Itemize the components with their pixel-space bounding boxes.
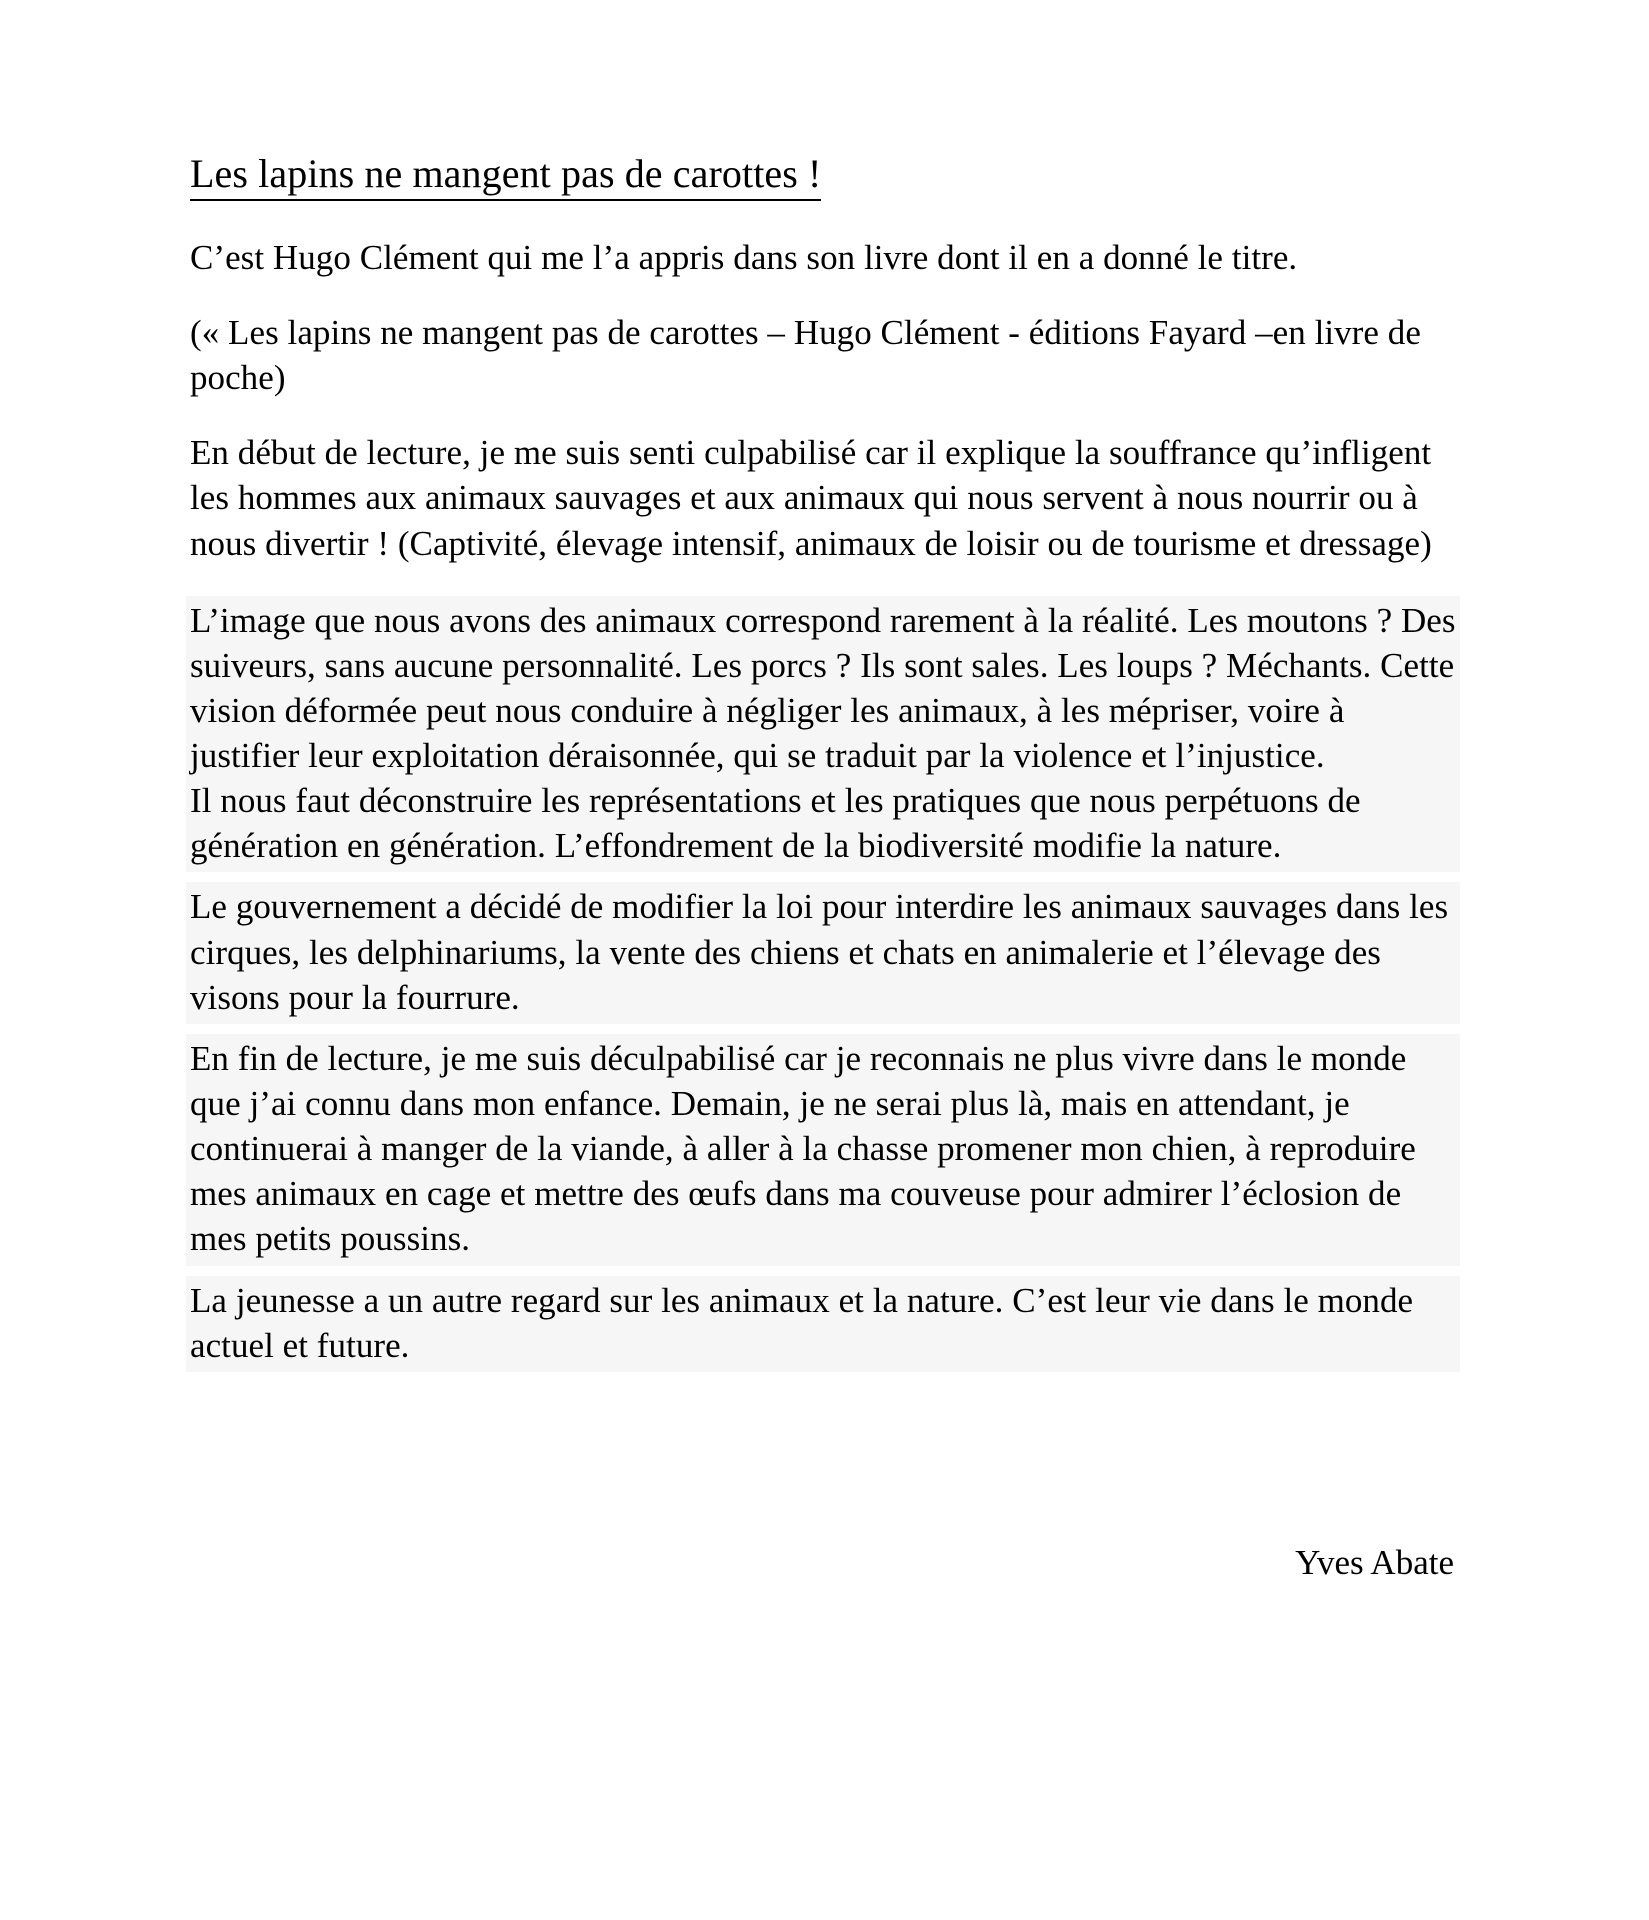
signature-block xyxy=(190,1540,1460,1585)
author-signature: Yves Abate xyxy=(1295,1542,1454,1582)
highlighted-section-animal-image xyxy=(186,596,1465,873)
paragraph-youth: La jeunesse a un autre regard sur les animaux et la nature. C’est leur vie dans le monde actuel et future. xyxy=(190,1280,1422,1365)
highlighted-section-youth xyxy=(186,1276,1460,1372)
paragraph-government-law: Le gouvernement a décidé de modifier la loi pour interdire les animaux sauvages dans les cirques, les delphinariums, la vente des chiens et chats en animalerie et l’élevage des visons pour la fourrure. xyxy=(190,887,1457,1017)
paragraph-intro-source: C’est Hugo Clément qui me l’a appris dans son livre dont il en a donné le titre. xyxy=(190,237,1298,277)
page-title xyxy=(190,150,1460,199)
paragraph-deconstruct: Il nous faut déconstruire les représentations et les pratiques que nous perpétuons de génération en génération. L’effondrement de la biodiversité modifie la nature. xyxy=(190,781,1370,866)
paragraph-book-reference: (« Les lapins ne mangent pas de carottes – Hugo Clément - éditions Fayard –en livre de poche) xyxy=(190,312,1430,398)
paragraph-reading-start: En début de lecture, je me suis senti culpabilisé car il explique la souffrance qu’infligent les hommes aux animaux sauvages et aux animaux qui nous servent à nous nourrir ou à nous divertir ! (Captivité, élevage intensif, animaux de loisir ou de tourisme et dressage) xyxy=(190,433,1440,563)
paragraph-reading-end: En fin de lecture, je me suis déculpabilisé car je reconnais ne plus vivre dans le monde que j’ai connu dans mon enfance. Demain, je ne serai plus là, mais en attendant, je continuerai à manger de la viande, à aller à la chasse promener mon chien, à reproduire mes animaux en cage et mettre des œufs dans ma couveuse pour admirer l’éclosion de mes petits poussins. xyxy=(190,1038,1425,1259)
section-spacer-2 xyxy=(190,1024,1460,1034)
highlighted-section-reading-end xyxy=(186,1034,1460,1266)
paragraph-animal-image: L’image que nous avons des animaux correspond rarement à la réalité. Les moutons ? Des suiveurs, sans aucune personnalité. Les porcs ? Ils sont sales. Les loups ? Méchants. Cette vision déformée peut nous conduire à négliger les animaux, à les mépriser, voire à justifier leur exploitation déraisonnée, qui se traduit par la violence et l’injustice. xyxy=(190,600,1465,776)
section-spacer xyxy=(190,872,1460,882)
highlighted-section-government xyxy=(186,882,1460,1023)
page-title-text: Les lapins ne mangent pas de carottes ! xyxy=(190,151,821,201)
section-spacer-3 xyxy=(190,1266,1460,1276)
document-body xyxy=(190,150,1465,1585)
